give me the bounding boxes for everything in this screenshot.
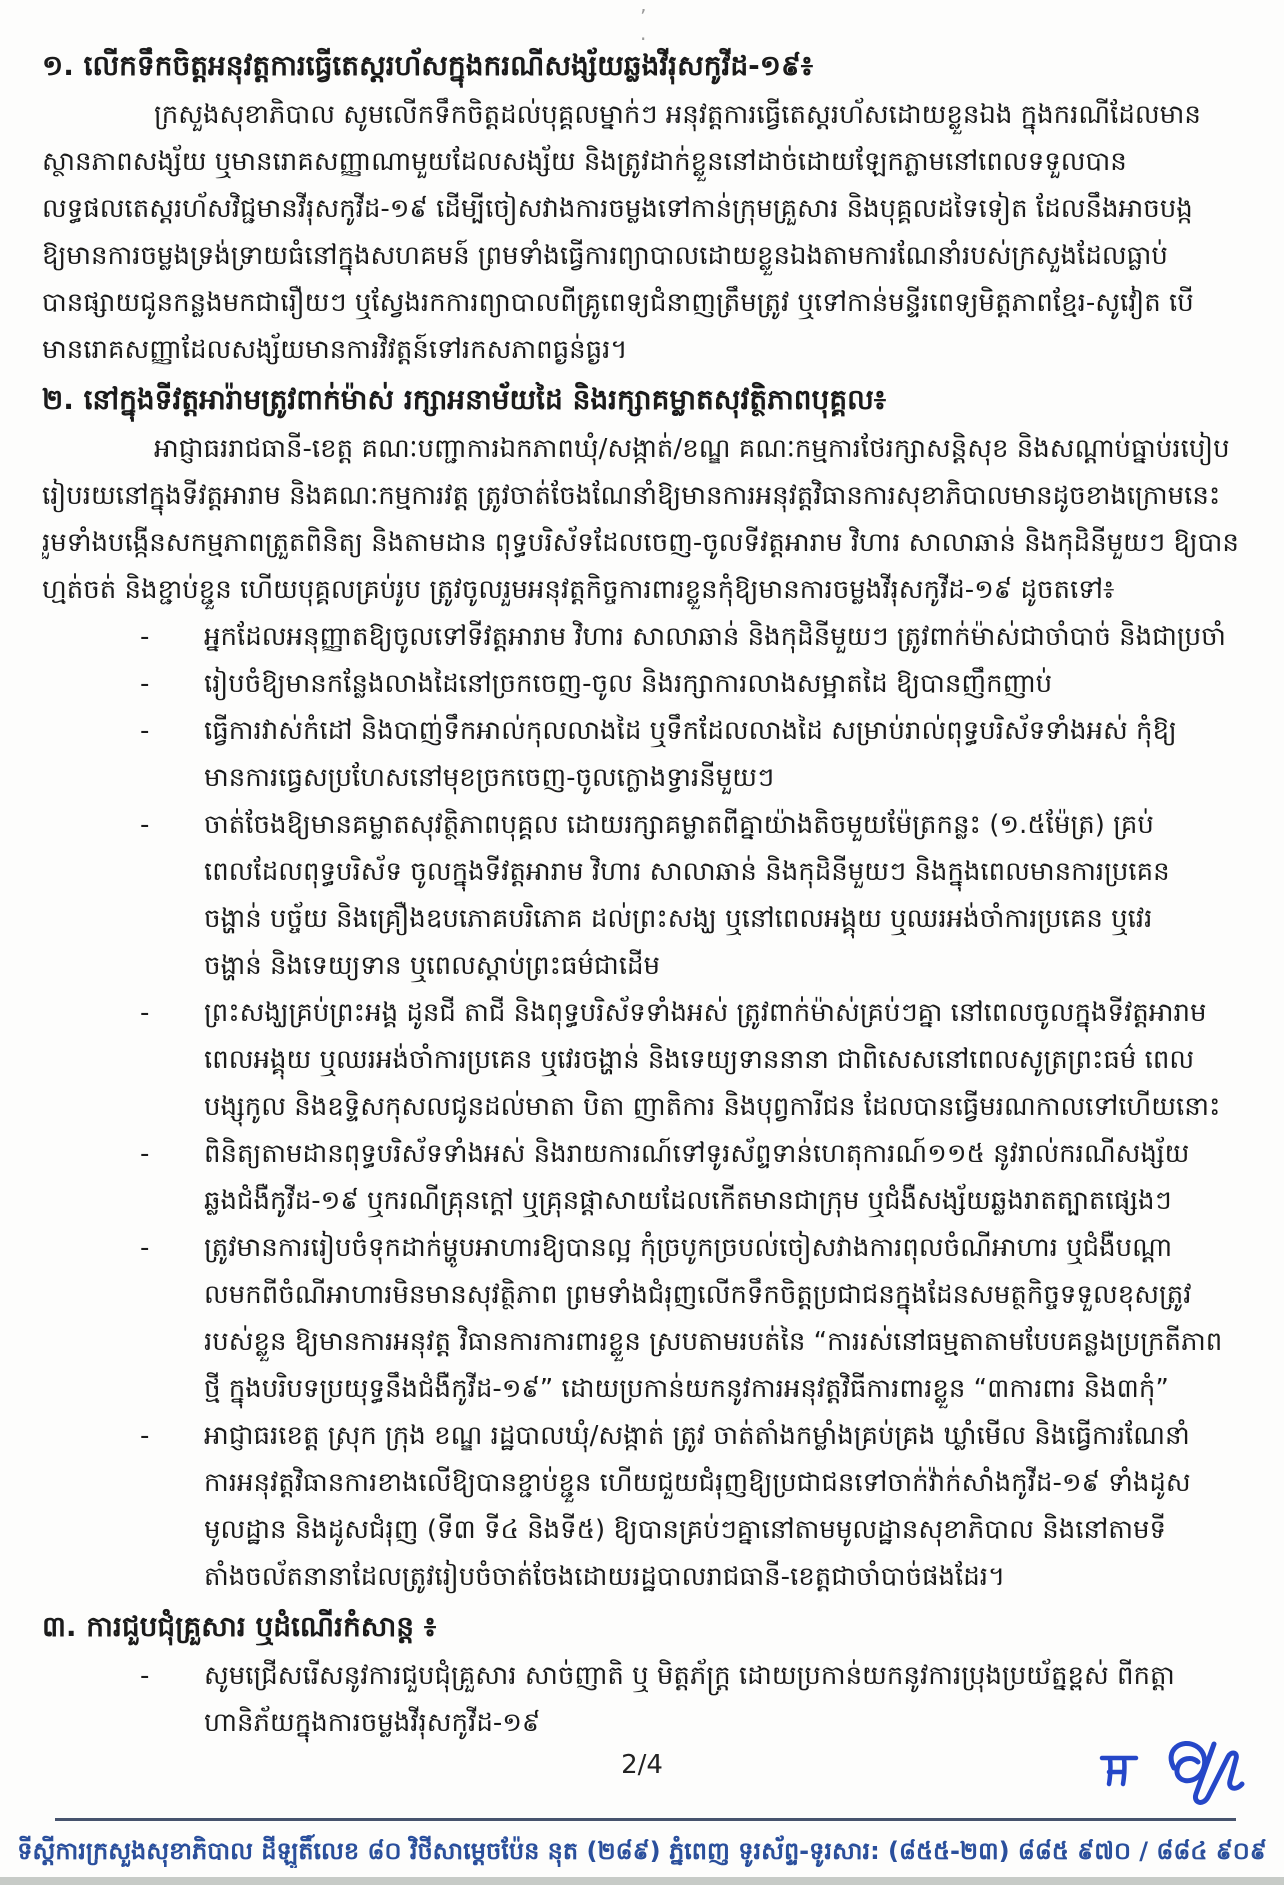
bullet-line: សូមជ្រើសរើសនូវការជួបជុំគ្រួសារ សាច់ញាតិ ឬ មិត្តភ័ក្រ្ត ដោយប្រកាន់យកនូវការប្រុងប្រយ័ត្នខ្ពស់ ពីកត្តា <box>204 1661 1175 1691</box>
bullet-lines <box>204 1225 1246 1413</box>
scan-edge-strip <box>0 1877 1284 1885</box>
bullet-lines <box>204 614 1246 661</box>
bullet-line: ថ្មី ក្នុងបរិបទប្រយុទ្ធនឹងជំងឺកូវីដ-១៩” ដោយប្រកាន់យកនូវការអនុវត្តវិធីការពារខ្លួន “៣ការពារ និង៣កុំ” <box>204 1374 1169 1404</box>
bullet-lines <box>204 1131 1246 1225</box>
bullet-line: តាំងចល័តនានាដែលត្រូវរៀបចំចាត់ចែងដោយរដ្ឋបាលរាជធានី-ខេត្តជាចាំបាច់ផងដែរ។ <box>204 1562 1006 1592</box>
bullet-lines <box>204 802 1246 990</box>
footer-contact-line: ទីស្តីការក្រសួងសុខាភិបាល ដីឡូតិ៍លេខ ៨០ វិថីសាម្តេចប៉ែន នុត (២៨៩) ភ្នំពេញ ទូរស័ព្ទ-ទូរសារ: (៨៥៥-២៣) ៨៨៥ ៩៧០ / ៨៨៤ ៩០៩ <box>17 1837 1267 1865</box>
section-heading: ១. លើកទឹកចិត្តអនុវត្តការធ្វើតេស្តរហ័សក្នុងករណីសង្ស័យឆ្លងវីរុសកូវីដ-១៩៖ <box>42 49 814 82</box>
paragraph-line: ក្រសួងសុខាភិបាល សូមលើកទឹកចិត្តដល់បុគ្គលម្នាក់ៗ អនុវត្តការធ្វើតេស្តរហ័សដោយខ្លួនឯង ក្នុងករណីដែលមាន <box>154 100 1201 130</box>
footer-divider <box>55 1818 1236 1821</box>
bullet-line: ធ្វើការវាស់កំដៅ និងបាញ់ទឹកអាល់កុលលាងដៃ ឬទឹកដែលលាងដៃ សម្រាប់រាល់ពុទ្ធបរិស័ទទាំងអស់ កុំឱ្យ <box>204 716 1177 746</box>
bullet-line: ចាត់ចែងឱ្យមានគម្លាតសុវត្ថិភាពបុគ្គល ដោយរក្សាគម្លាតពីគ្នាយ៉ាងតិចមួយម៉ែត្រកន្លះ (១.៥ម៉ែត្រ) គ្រប់ <box>204 810 1154 840</box>
paragraph-line: អាជ្ញាធររាជធានី-ខេត្ត គណៈបញ្ជាការឯកភាពឃុំ/សង្កាត់/ខណ្ឌ គណៈកម្មការថែរក្សាសន្តិសុខ និងសណ្តាប់ធ្នាប់របៀប <box>154 434 1230 464</box>
bullet-dash: - <box>140 1233 150 1263</box>
bullet-item <box>42 1413 1246 1601</box>
bullet-line: លមកពីចំណីអាហារមិនមានសុវត្ថិភាព ព្រមទាំងជំរុញលើកទឹកចិត្តប្រជាជនក្នុងដែនសមត្ថកិច្ចទទួលខុសត្រូវ <box>204 1280 1192 1310</box>
bullet-line: អ្នកដែលអនុញ្ញាតឱ្យចូលទៅទីវត្តអារាម វិហារ សាលាឆាន់ និងកុដិនីមួយៗ ត្រូវពាក់ម៉ាស់ជាចាំបាច់ និងជាប្រចាំ <box>204 622 1226 652</box>
bullet-line: ពិនិត្យតាមដានពុទ្ធបរិស័ទទាំងអស់ និងរាយការណ៍ទៅទូរស័ព្ទទាន់ហេតុការណ៍១១៥ នូវរាល់ករណីសង្ស័យ <box>204 1139 1190 1169</box>
bullet-line: ពេលដែលពុទ្ធបរិស័ទ ចូលក្នុងទីវត្តអារាម វិហារ សាលាឆាន់ និងកុដិនីមួយៗ និងក្នុងពេលមានការប្រគេន <box>204 857 1170 887</box>
bullet-line: មានការធ្វេសប្រហែសនៅមុខច្រកចេញ-ចូលក្លោងទ្វារនីមួយៗ <box>204 763 775 793</box>
bullet-line: ហានិភ័យក្នុងការចម្លងវីរុសកូវីដ-១៩ <box>204 1708 541 1738</box>
bullet-lines <box>204 990 1246 1131</box>
scan-artifact-mark: ’ · <box>640 5 647 51</box>
bullet-lines <box>204 1413 1246 1601</box>
bullet-item <box>42 661 1246 708</box>
bullet-item <box>42 1225 1246 1413</box>
document-body <box>42 40 1246 1747</box>
bullet-lines <box>204 661 1246 708</box>
paragraph-line: បានផ្សាយជូនកន្លងមកជារឿយៗ ឬស្វែងរកការព្យាបាលពីគ្រូពេទ្យជំនាញត្រឹមត្រូវ ឬទៅកាន់មន្ទីរពេទ្យមិត្តភាពខ្មែរ-សូវៀត បើ <box>42 288 1194 318</box>
bullet-line: មូលដ្ឋាន និងដូសជំរុញ (ទី៣ ទី៤ និងទី៥) ឱ្យបានគ្រប់ៗគ្នានៅតាមមូលដ្ឋានសុខាភិបាល និងនៅតាមទី <box>204 1515 1166 1545</box>
bullet-dash: - <box>140 669 150 699</box>
paragraph-line: ស្ថានភាពសង្ស័យ ឬមានរោគសញ្ញាណាមួយដែលសង្ស័យ និងត្រូវដាក់ខ្លួននៅដាច់ដោយឡែកភ្លាមនៅពេលទទួលបាន <box>42 147 1127 177</box>
bullet-item <box>42 708 1246 802</box>
bullet-dash: - <box>140 1421 150 1451</box>
paragraph-line: រួមទាំងបង្កើនសកម្មភាពត្រួតពិនិត្យ និងតាមដាន ពុទ្ធបរិស័ទដែលចេញ-ចូលទីវត្តអារាម វិហារ សាលាឆាន់ និងកុដិនីមួយៗ ឱ្យបាន <box>42 528 1239 558</box>
bullet-item <box>42 802 1246 990</box>
section-heading: ៣. ការជួបជុំគ្រួសារ ឬដំណើរកំសាន្ត ៖ <box>42 1610 437 1643</box>
paragraph-line: ឱ្យមានការចម្លងទ្រង់ទ្រាយធំនៅក្នុងសហគមន៍ ព្រមទាំងធ្វើការព្យាបាលដោយខ្លួនឯងតាមការណែនាំរបស់ក្រសួងដែលធ្លាប់ <box>42 241 1168 271</box>
bullet-dash: - <box>140 1139 150 1169</box>
bullet-line: ចង្ហាន់ បច្ច័យ និងគ្រឿងឧបភោគបរិភោគ ដល់ព្រះសង្ឃ ឬនៅពេលអង្គុយ ឬឈរអង់ចាំការប្រគេន ឬវេរ <box>204 904 1153 934</box>
bullet-item <box>42 990 1246 1131</box>
bullet-item <box>42 1131 1246 1225</box>
bullet-lines <box>204 708 1246 802</box>
bullet-line: ការអនុវត្តវិធានការខាងលើឱ្យបានខ្ជាប់ខ្ជួន ហើយជួយជំរុញឱ្យប្រជាជនទៅចាក់វ៉ាក់សាំងកូវីដ-១៩ ទាំងដូស <box>204 1468 1191 1498</box>
paragraph-line: មានរោគសញ្ញាដែលសង្ស័យមានការវិវត្តន៍ទៅរកសភាពធ្ងន់ធ្ងរ។ <box>42 335 628 365</box>
bullet-line: ឆ្លងជំងឺកូវីដ-១៩ ឬករណីគ្រុនក្តៅ ឬគ្រុនផ្តាសាយដែលកើតមានជាក្រុម ឬជំងឺសង្ស័យឆ្លងរាតត្បាតផ្សេងៗ <box>204 1186 1172 1216</box>
bullet-dash: - <box>140 998 150 1028</box>
bullet-line: អាជ្ញាធរខេត្ត ស្រុក ក្រុង ខណ្ឌ រដ្ឋបាលឃុំ/សង្កាត់ ត្រូវ ចាត់តាំងកម្លាំងគ្រប់គ្រង ឃ្លាំមើល និងធ្វើការណែនាំ <box>204 1421 1190 1451</box>
paragraph-line: ហ្មត់ចត់ និងខ្ជាប់ខ្ជួន ហើយបុគ្គលគ្រប់រូប ត្រូវចូលរួមអនុវត្តកិច្ចការពារខ្លួនកុំឱ្យមានការចម្លងវីរុសកូវីដ-១៩ ដូចតទៅ៖ <box>42 575 1115 605</box>
bullet-line: ពេលអង្គុយ ឬឈរអង់ចាំការប្រគេន ឬវេរចង្ហាន់ និងទេយ្យទាននានា ជាពិសេសនៅពេលសូត្រព្រះធម៌ ពេល <box>204 1045 1195 1075</box>
bullet-item <box>42 1653 1246 1747</box>
bullet-line: ត្រូវមានការរៀបចំទុកដាក់ម្ហូបអាហារឱ្យបានល្អ កុំច្របូកច្របល់ចៀសវាងការពុលចំណីអាហារ ឬជំងឺបណ្តា <box>204 1233 1173 1263</box>
bullet-dash: - <box>140 810 150 840</box>
section-heading: ២. នៅក្នុងទីវត្តអារ៉ាមត្រូវពាក់ម៉ាស់ រក្សាអនាម័យដៃ និងរក្សាគម្លាតសុវត្ថិភាពបុគ្គល៖ <box>42 383 887 416</box>
paragraph-line: លទ្ធផលតេស្តរហ័សវិជ្ជមានវីរុសកូវីដ-១៩ ដើម្បីចៀសវាងការចម្លងទៅកាន់ក្រុមគ្រួសារ និងបុគ្គលដទៃទៀត ដែលនឹងអាចបង្ក <box>42 194 1193 224</box>
bullet-line: រៀបចំឱ្យមានកន្លែងលាងដៃនៅច្រកចេញ-ចូល និងរក្សាការលាងសម្អាតដៃ ឱ្យបានញឹកញាប់ <box>204 669 1053 699</box>
paragraph-line: រៀបរយនៅក្នុងទីវត្តអារាម និងគណៈកម្មការវត្ត ត្រូវចាត់ចែងណែនាំឱ្យមានការអនុវត្តវិធានការសុខាភិបាលមានដូចខាងក្រោមនេះ <box>42 481 1221 511</box>
bullet-line: បង្សុកូល និងឧទ្ទិសកុសលជូនដល់មាតា បិតា ញាតិការ និងបុព្វការីជន ដែលបានធ្វើមរណកាលទៅហើយនោះ <box>204 1092 1221 1122</box>
bullet-dash: - <box>140 1661 150 1691</box>
bullet-item <box>42 614 1246 661</box>
bullet-dash: - <box>140 716 150 746</box>
bullet-line: របស់ខ្លួន ឱ្យមានការអនុវត្ត វិធានការការពារខ្លួន ស្របតាមរបត់នៃ “ការរស់នៅធម្មតាតាមបែបគន្លងប្រក្រតីភាព <box>204 1327 1223 1357</box>
page-number: 2/4 <box>621 1750 663 1780</box>
bullet-line: ចង្ហាន់ និងទេយ្យទាន ឬពេលស្តាប់ព្រះធម៌ជាដើម <box>204 951 661 981</box>
signature-initials-ink <box>1088 1732 1266 1812</box>
bullet-line: ព្រះសង្ឃគ្រប់ព្រះអង្គ ដូនជី តាជី និងពុទ្ធបរិស័ទទាំងអស់ ត្រូវពាក់ម៉ាស់គ្រប់ៗគ្នា នៅពេលចូលក្នុងទីវត្តអារាម <box>204 998 1207 1028</box>
bullet-dash: - <box>140 622 150 652</box>
